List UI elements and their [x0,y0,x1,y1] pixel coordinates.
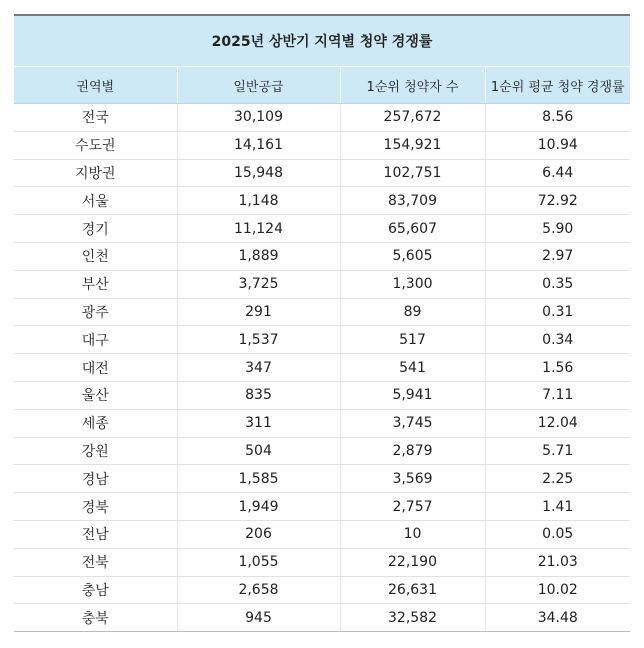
cell-region: 울산 [14,381,177,409]
cell-general-supply: 1,537 [177,326,340,354]
table-row [14,437,630,465]
cell-first-rank-applicants: 5,941 [340,381,485,409]
cell-first-rank-applicants: 83,709 [340,187,485,215]
cell-general-supply: 1,585 [177,465,340,493]
cell-first-rank-avg-rate: 72.92 [485,187,630,215]
table-row [14,604,630,632]
cell-first-rank-avg-rate: 5.71 [485,437,630,465]
cell-first-rank-avg-rate: 1.41 [485,493,630,521]
header-row [14,67,630,104]
cell-general-supply: 1,148 [177,187,340,215]
cell-general-supply: 11,124 [177,215,340,243]
table-head [14,15,630,104]
cell-general-supply: 1,055 [177,548,340,576]
cell-first-rank-avg-rate: 12.04 [485,409,630,437]
cell-region: 광주 [14,298,177,326]
cell-general-supply: 347 [177,354,340,382]
table-row [14,409,630,437]
cell-region: 전북 [14,548,177,576]
cell-general-supply: 311 [177,409,340,437]
cell-region: 세종 [14,409,177,437]
cell-first-rank-avg-rate: 7.11 [485,381,630,409]
table-row [14,493,630,521]
cell-region: 경북 [14,493,177,521]
cell-first-rank-avg-rate: 6.44 [485,159,630,187]
cell-first-rank-avg-rate: 10.02 [485,576,630,604]
cell-region: 지방권 [14,159,177,187]
cell-region: 서울 [14,187,177,215]
cell-first-rank-avg-rate: 21.03 [485,548,630,576]
table-row [14,270,630,298]
cell-first-rank-applicants: 65,607 [340,215,485,243]
cell-region: 전남 [14,520,177,548]
header-general-supply: 일반공급 [177,67,340,104]
cell-first-rank-applicants: 26,631 [340,576,485,604]
cell-first-rank-applicants: 10 [340,520,485,548]
cell-first-rank-applicants: 89 [340,298,485,326]
cell-general-supply: 15,948 [177,159,340,187]
table-row [14,215,630,243]
table-row [14,520,630,548]
cell-region: 경남 [14,465,177,493]
table-row [14,576,630,604]
cell-general-supply: 206 [177,520,340,548]
cell-first-rank-avg-rate: 0.35 [485,270,630,298]
cell-general-supply: 2,658 [177,576,340,604]
cell-general-supply: 504 [177,437,340,465]
cell-region: 경기 [14,215,177,243]
cell-first-rank-applicants: 2,879 [340,437,485,465]
cell-region: 대구 [14,326,177,354]
cell-region: 부산 [14,270,177,298]
competition-rate-table [14,14,630,632]
cell-general-supply: 14,161 [177,131,340,159]
table-container [14,14,630,632]
cell-region: 충북 [14,604,177,632]
cell-general-supply: 30,109 [177,104,340,132]
cell-first-rank-avg-rate: 0.34 [485,326,630,354]
cell-first-rank-avg-rate: 0.31 [485,298,630,326]
cell-first-rank-applicants: 3,745 [340,409,485,437]
cell-general-supply: 3,725 [177,270,340,298]
table-row [14,159,630,187]
cell-first-rank-avg-rate: 1.56 [485,354,630,382]
table-row [14,548,630,576]
cell-region: 인천 [14,242,177,270]
cell-first-rank-applicants: 22,190 [340,548,485,576]
table-row [14,326,630,354]
table-row [14,187,630,215]
table-row [14,131,630,159]
table-row [14,354,630,382]
cell-first-rank-applicants: 541 [340,354,485,382]
table-row [14,298,630,326]
cell-first-rank-applicants: 2,757 [340,493,485,521]
table-title: 2025년 상반기 지역별 청약 경쟁률 [14,15,630,67]
cell-first-rank-applicants: 257,672 [340,104,485,132]
table-body [14,104,630,632]
cell-first-rank-avg-rate: 2.25 [485,465,630,493]
cell-region: 수도권 [14,131,177,159]
cell-region: 전국 [14,104,177,132]
cell-first-rank-avg-rate: 34.48 [485,604,630,632]
header-first-rank-avg-rate: 1순위 평균 청약 경쟁률 [485,67,630,104]
cell-first-rank-applicants: 102,751 [340,159,485,187]
cell-first-rank-applicants: 517 [340,326,485,354]
cell-first-rank-avg-rate: 8.56 [485,104,630,132]
cell-first-rank-applicants: 154,921 [340,131,485,159]
table-row [14,104,630,132]
cell-first-rank-avg-rate: 5.90 [485,215,630,243]
cell-first-rank-applicants: 5,605 [340,242,485,270]
cell-general-supply: 1,949 [177,493,340,521]
cell-general-supply: 291 [177,298,340,326]
cell-region: 강원 [14,437,177,465]
cell-first-rank-applicants: 3,569 [340,465,485,493]
cell-region: 대전 [14,354,177,382]
cell-first-rank-avg-rate: 10.94 [485,131,630,159]
table-row [14,242,630,270]
title-row [14,15,630,67]
cell-first-rank-avg-rate: 0.05 [485,520,630,548]
table-row [14,381,630,409]
cell-first-rank-applicants: 1,300 [340,270,485,298]
cell-first-rank-applicants: 32,582 [340,604,485,632]
cell-first-rank-avg-rate: 2.97 [485,242,630,270]
cell-general-supply: 835 [177,381,340,409]
header-region: 권역별 [14,67,177,104]
cell-general-supply: 1,889 [177,242,340,270]
table-row [14,465,630,493]
header-first-rank-applicants: 1순위 청약자 수 [340,67,485,104]
cell-general-supply: 945 [177,604,340,632]
cell-region: 충남 [14,576,177,604]
